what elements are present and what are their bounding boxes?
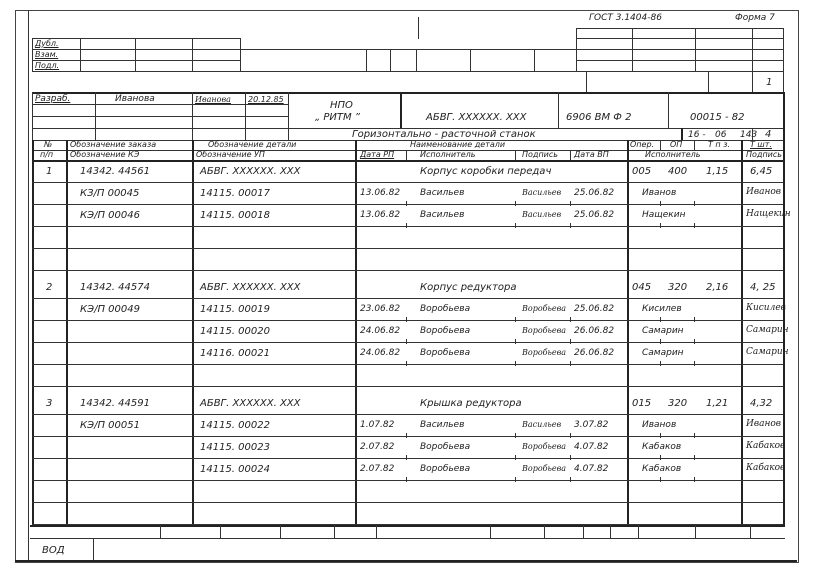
op-number: 400 — [668, 166, 688, 177]
oper-number: 005 — [632, 166, 652, 177]
worker: Кабаков — [642, 464, 682, 474]
part-code: АБВГ. XXXXXX. XXX — [200, 282, 301, 293]
up-code: 14115. 00024 — [200, 464, 270, 475]
footer-label: ВОД — [42, 545, 65, 556]
worker-signature: Кисилев — [746, 303, 786, 313]
form-label: Форма 7 — [735, 13, 775, 23]
executor-signature: Воробьева — [522, 348, 567, 357]
worker-signature: Кабаков — [746, 441, 786, 451]
code-b: 06 — [715, 130, 727, 140]
worker: Нащекин — [642, 210, 686, 220]
worker: Кабаков — [642, 442, 682, 452]
stamp-vzam: Взам. — [35, 50, 59, 59]
worker: Самарин — [642, 348, 684, 358]
executor: Воробьева — [420, 442, 471, 452]
stamp-dubl: Дубл. — [35, 39, 59, 48]
worker-signature: Самарин — [746, 347, 789, 357]
executor: Васильев — [420, 210, 465, 220]
sheet-number: 1 — [766, 77, 773, 88]
col-op: ОП — [670, 140, 683, 149]
up-code: 14115. 00020 — [200, 326, 270, 337]
code-d: 4 — [765, 129, 772, 140]
oper-number: 045 — [632, 282, 652, 293]
tpz-value: 1,15 — [706, 166, 729, 177]
executor: Воробьева — [420, 464, 471, 474]
worker: Самарин — [642, 326, 684, 336]
tpz-value: 2,16 — [706, 282, 729, 293]
code-a: 16 - — [688, 130, 706, 140]
code-c: 143 — [740, 130, 758, 140]
ke-code: КЗ/П 00045 — [80, 188, 140, 199]
op-number: 320 — [668, 398, 688, 409]
col-tpz: Т п з. — [708, 140, 730, 149]
date-rp: 23.06.82 — [360, 304, 401, 314]
up-code: 14115. 00019 — [200, 304, 270, 315]
col-executor: Исполнитель — [420, 150, 476, 159]
machine-model: 6906 ВМ Ф 2 — [566, 112, 632, 123]
executor: Воробьева — [420, 326, 471, 336]
col-name: Наименование детали — [410, 140, 506, 149]
tpz-value: 1,21 — [706, 398, 729, 409]
date-rp: 1.07.82 — [360, 420, 395, 430]
ke-code: КЭ/П 00051 — [80, 420, 140, 431]
tsht-value: 6,45 — [750, 166, 773, 177]
date-vp: 26.06.82 — [574, 348, 615, 358]
date-vp: 26.06.82 — [574, 326, 615, 336]
date-vp: 4.07.82 — [574, 442, 609, 452]
executor-signature: Воробьева — [522, 464, 567, 473]
worker: Иванов — [642, 420, 677, 430]
executor-signature: Воробьева — [522, 304, 567, 313]
date-rp: 24.06.82 — [360, 326, 401, 336]
col-date-rp: Дата РП — [360, 150, 395, 159]
developer-label: Разраб. — [35, 94, 71, 104]
executor: Воробьева — [420, 304, 471, 314]
up-code: 14115. 00018 — [200, 210, 270, 221]
org-name-2: „ РИТМ ” — [315, 112, 360, 123]
date-vp: 25.06.82 — [574, 210, 615, 220]
oper-number: 015 — [632, 398, 652, 409]
part-name: Корпус коробки передач — [420, 166, 552, 177]
worker-signature: Иванов — [746, 187, 782, 197]
worker: Иванов — [642, 188, 677, 198]
date-vp: 3.07.82 — [574, 420, 609, 430]
date-vp: 4.07.82 — [574, 464, 609, 474]
col-part-2: Обозначение УП — [196, 150, 265, 159]
executor-signature: Васильев — [522, 420, 562, 429]
executor: Воробьева — [420, 348, 471, 358]
col-num-1: № — [44, 140, 53, 149]
executor-signature: Воробьева — [522, 442, 567, 451]
col-order-2: Обозначение КЭ — [70, 150, 140, 159]
part-code: АБВГ. XXXXXX. XXX — [200, 166, 301, 177]
row-number: 1 — [46, 166, 53, 177]
tsht-value: 4,32 — [750, 398, 773, 409]
date-rp: 2.07.82 — [360, 442, 395, 452]
executor: Васильев — [420, 420, 465, 430]
margin-line — [28, 10, 29, 561]
order-code: 14342. 44591 — [80, 398, 150, 409]
date-vp: 25.06.82 — [574, 304, 615, 314]
col-order-1: Обозначение заказа — [70, 140, 157, 149]
worker-signature: Нащекин — [746, 209, 791, 219]
executor-signature: Васильев — [522, 210, 562, 219]
date-vp: 25.06.82 — [574, 188, 615, 198]
worker-signature: Кабаков — [746, 463, 786, 473]
worker-signature: Самарин — [746, 325, 789, 335]
col-signature2: Подпись — [746, 150, 782, 159]
date-rp: 24.06.82 — [360, 348, 401, 358]
executor-signature: Васильев — [522, 188, 562, 197]
part-code: АБВГ. XXXXXX. XXX — [200, 398, 301, 409]
up-code: 14115. 00023 — [200, 442, 270, 453]
stamp-podl: Подл. — [35, 61, 60, 70]
col-signature: Подпись — [522, 150, 558, 159]
col-tsht: Т шт. — [750, 140, 772, 149]
executor-signature: Воробьева — [522, 326, 567, 335]
up-code: 14115. 00017 — [200, 188, 270, 199]
ke-code: КЭ/П 00049 — [80, 304, 140, 315]
date-rp: 2.07.82 — [360, 464, 395, 474]
org-name-1: НПО — [330, 100, 353, 111]
row-number: 2 — [46, 282, 53, 293]
row-number: 3 — [46, 398, 53, 409]
document-code: АБВГ. XXXXXX. XXX — [426, 112, 527, 123]
col-executor2: Исполнитель — [645, 150, 701, 159]
order-code: 00015 - 82 — [690, 112, 745, 123]
worker: Кисилев — [642, 304, 682, 314]
op-number: 320 — [668, 282, 688, 293]
date-rp: 13.06.82 — [360, 188, 401, 198]
developer-name: Иванова — [115, 94, 155, 104]
order-code: 14342. 44574 — [80, 282, 150, 293]
part-name: Корпус редуктора — [420, 282, 517, 293]
up-code: 14115. 00022 — [200, 420, 270, 431]
part-name: Крышка редуктора — [420, 398, 522, 409]
ke-code: КЭ/П 00046 — [80, 210, 140, 221]
developer-date: 20.12.85 — [248, 95, 284, 104]
col-part-1: Обозначение детали — [208, 140, 297, 149]
up-code: 14116. 00021 — [200, 348, 270, 359]
worker-signature: Иванов — [746, 419, 782, 429]
developer-signature: Иванова — [195, 95, 231, 104]
col-oper: Опер. — [630, 140, 655, 149]
executor: Васильев — [420, 188, 465, 198]
standard-label: ГОСТ 3.1404-86 — [589, 13, 662, 23]
machine-name: Горизонтально - расточной станок — [352, 129, 536, 140]
col-date-vp: Дата ВП — [574, 150, 609, 159]
tsht-value: 4, 25 — [750, 282, 776, 293]
date-rp: 13.06.82 — [360, 210, 401, 220]
order-code: 14342. 44561 — [80, 166, 150, 177]
col-num-2: п/п — [40, 150, 54, 159]
